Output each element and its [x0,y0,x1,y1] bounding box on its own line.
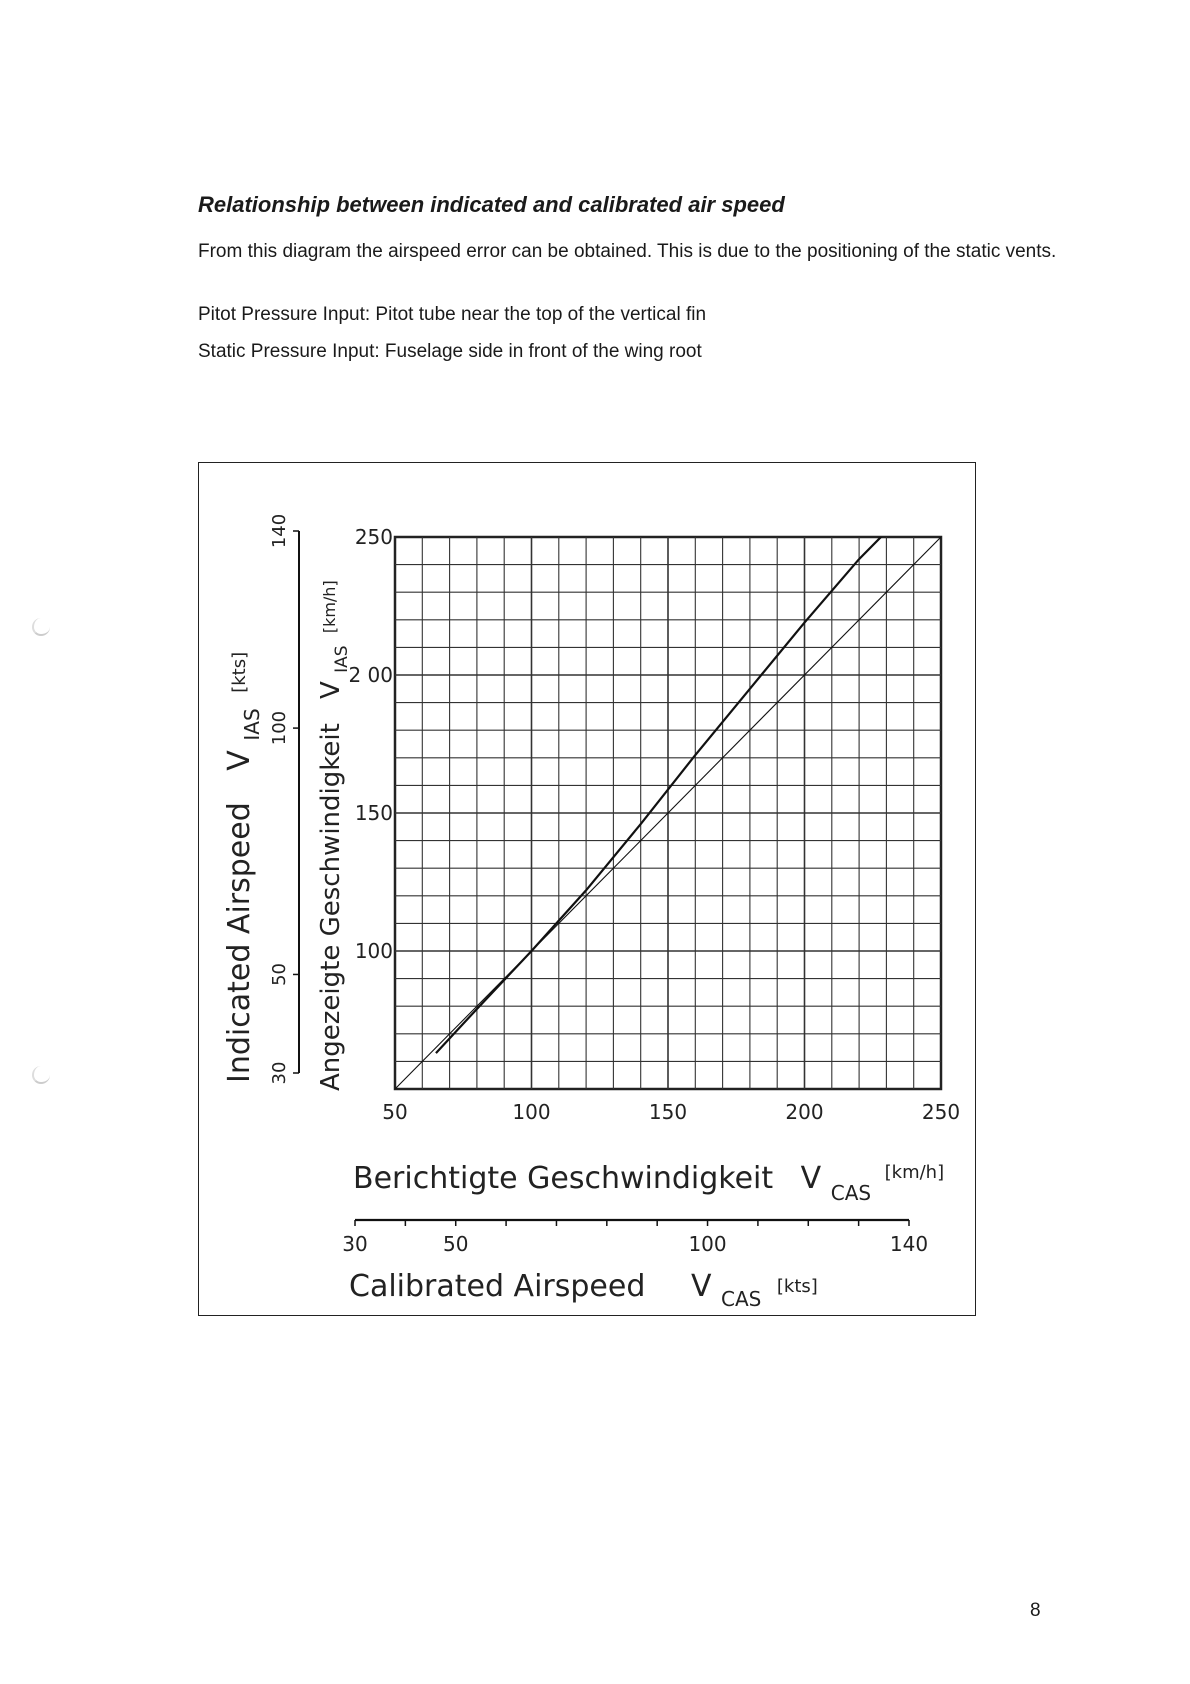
x-axis-symbol-de: V [800,1161,822,1196]
y-kts-tick-label: 100 [269,710,290,746]
y-kts-tick-group [269,1062,290,1085]
x-kts-tick-label: 50 [443,1232,469,1256]
y-axis-unit-de: [km/h] [320,580,339,634]
punch-hole-mark [32,618,50,636]
y-tick-label: 2 00 [348,663,393,687]
x-kts-tick-label: 140 [889,1232,929,1256]
svg-text:Calibrated Airspeed V [349,1269,818,1314]
y-kts-tick-group [269,711,290,745]
airspeed-calibration-chart [199,463,977,1317]
intro-paragraph: From this diagram the airspeed error can be obtained. This is due to the positioning of the static vents. [198,241,1057,262]
page-number: 8 [1030,1600,1041,1621]
svg-text:Indicated Airspeed V [222,652,267,1083]
y-kts-tick-label: 30 [269,1061,290,1085]
y-axis-label-en: Indicated Airspeed [222,802,257,1083]
reference-line [395,509,968,1089]
x-tick-label: 50 [382,1100,408,1124]
x-axis-kts-scale [342,1220,928,1256]
y-axis-subscript-de: IAS [332,645,352,673]
x-kts-tick-label: 100 [688,1232,727,1256]
x-tick-label: 200 [785,1100,824,1124]
y-tick-label: 100 [354,939,393,963]
x-kts-tick-label: 30 [342,1232,368,1256]
y-axis-kts-scale [269,514,299,1085]
x-tick-label: 250 [921,1100,961,1124]
page-heading: Relationship between indicated and calibrated air speed [198,192,785,217]
pitot-input-paragraph: Pitot Pressure Input: Pitot tube near the top of the vertical fin [198,304,707,325]
y-axis-symbol-en: V [222,750,257,771]
x-axis-subscript-en: CAS [721,1287,762,1311]
calibration-curve [436,515,903,1053]
y-tick-label: 250 [354,525,393,549]
x-axis-symbol-en: V [690,1269,712,1304]
x-tick-label: 100 [512,1100,551,1124]
x-axis-unit-de: [km/h] [884,1162,945,1183]
y-axis-symbol-de: V [316,681,346,699]
punch-hole-mark [32,1066,50,1084]
static-input-paragraph: Static Pressure Input: Fuselage side in front of the wing root [198,341,702,362]
svg-text:Angezeigte Geschwindigkeit [316,580,354,1091]
y-tick-label: 150 [354,801,393,825]
x-tick-label: 150 [648,1100,688,1124]
y-kts-tick-group [269,514,290,548]
x-axis-label-en: Calibrated Airspeed [349,1269,646,1304]
svg-text:Berichtigte Geschwindigkeit [353,1161,944,1208]
y-kts-tick-label: 140 [269,513,290,549]
y-kts-tick-group [269,963,290,986]
y-axis-subscript-en: IAS [240,708,264,741]
chart-series-group [395,509,968,1089]
chart-frame [198,462,976,1316]
x-axis-label-de: Berichtigte Geschwindigkeit [353,1161,774,1196]
x-axis-subscript-de: CAS [830,1181,872,1205]
y-axis-unit-en: [kts] [229,651,250,693]
y-axis-label-de: Angezeigte Geschwindigkeit [316,723,346,1091]
y-kts-tick-label: 50 [269,963,290,986]
x-axis-unit-en: [kts] [776,1276,818,1297]
